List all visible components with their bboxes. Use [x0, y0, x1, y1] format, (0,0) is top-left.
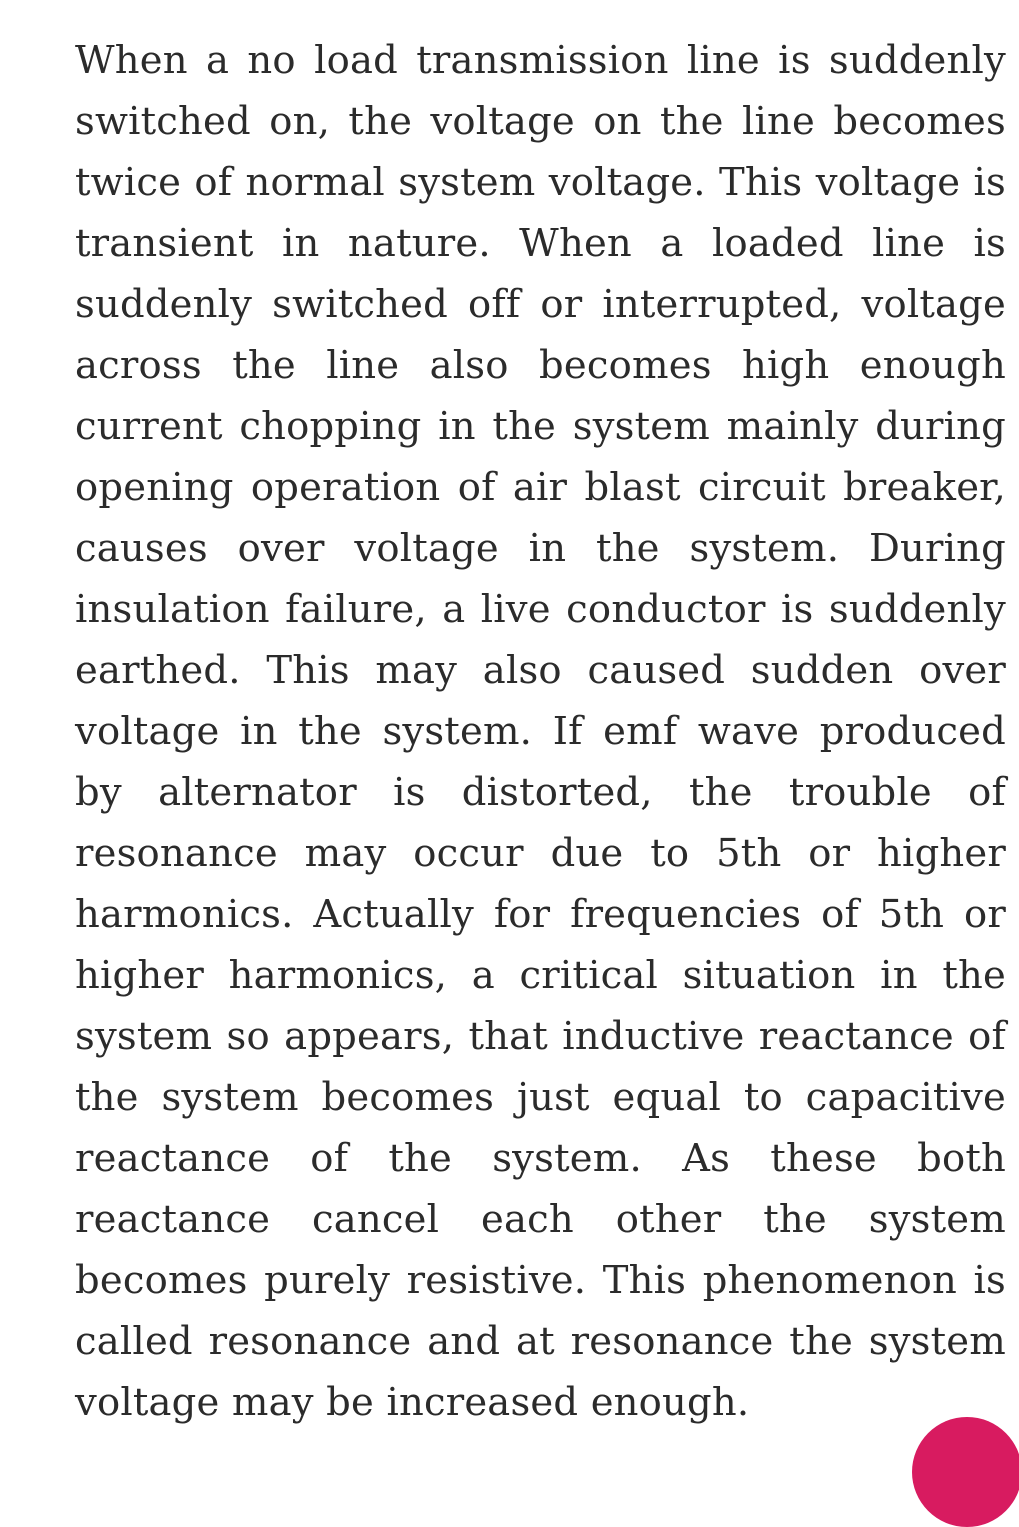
article-paragraph: When a no load transmission line is suddenly switched on, the voltage on the line becomes twice of normal system voltage. This voltage is transient in nature. When a loaded line is suddenly switched off or interrupted, voltage across the line also becomes high enough current chopping in the system mainly during opening operation of air blast circuit breaker, causes over voltage in the system. During insulation failure, a live conductor is suddenly earthed. This may also caused sudden over voltage in the system. If emf wave produced by alternator is distorted, the trouble of resonance may occur due to 5th or higher harmonics. Actually for frequencies of 5th or higher harmonics, a critical situation in the system so appears, that inductive reactance of the system becomes just equal to capacitive reactance of the system. As these both reactance cancel each other the system becomes purely resistive. This phenomenon is called resonance and at resonance the system voltage may be increased enough.: [75, 38, 1006, 1425]
floating-action-button[interactable]: [912, 1417, 1019, 1527]
